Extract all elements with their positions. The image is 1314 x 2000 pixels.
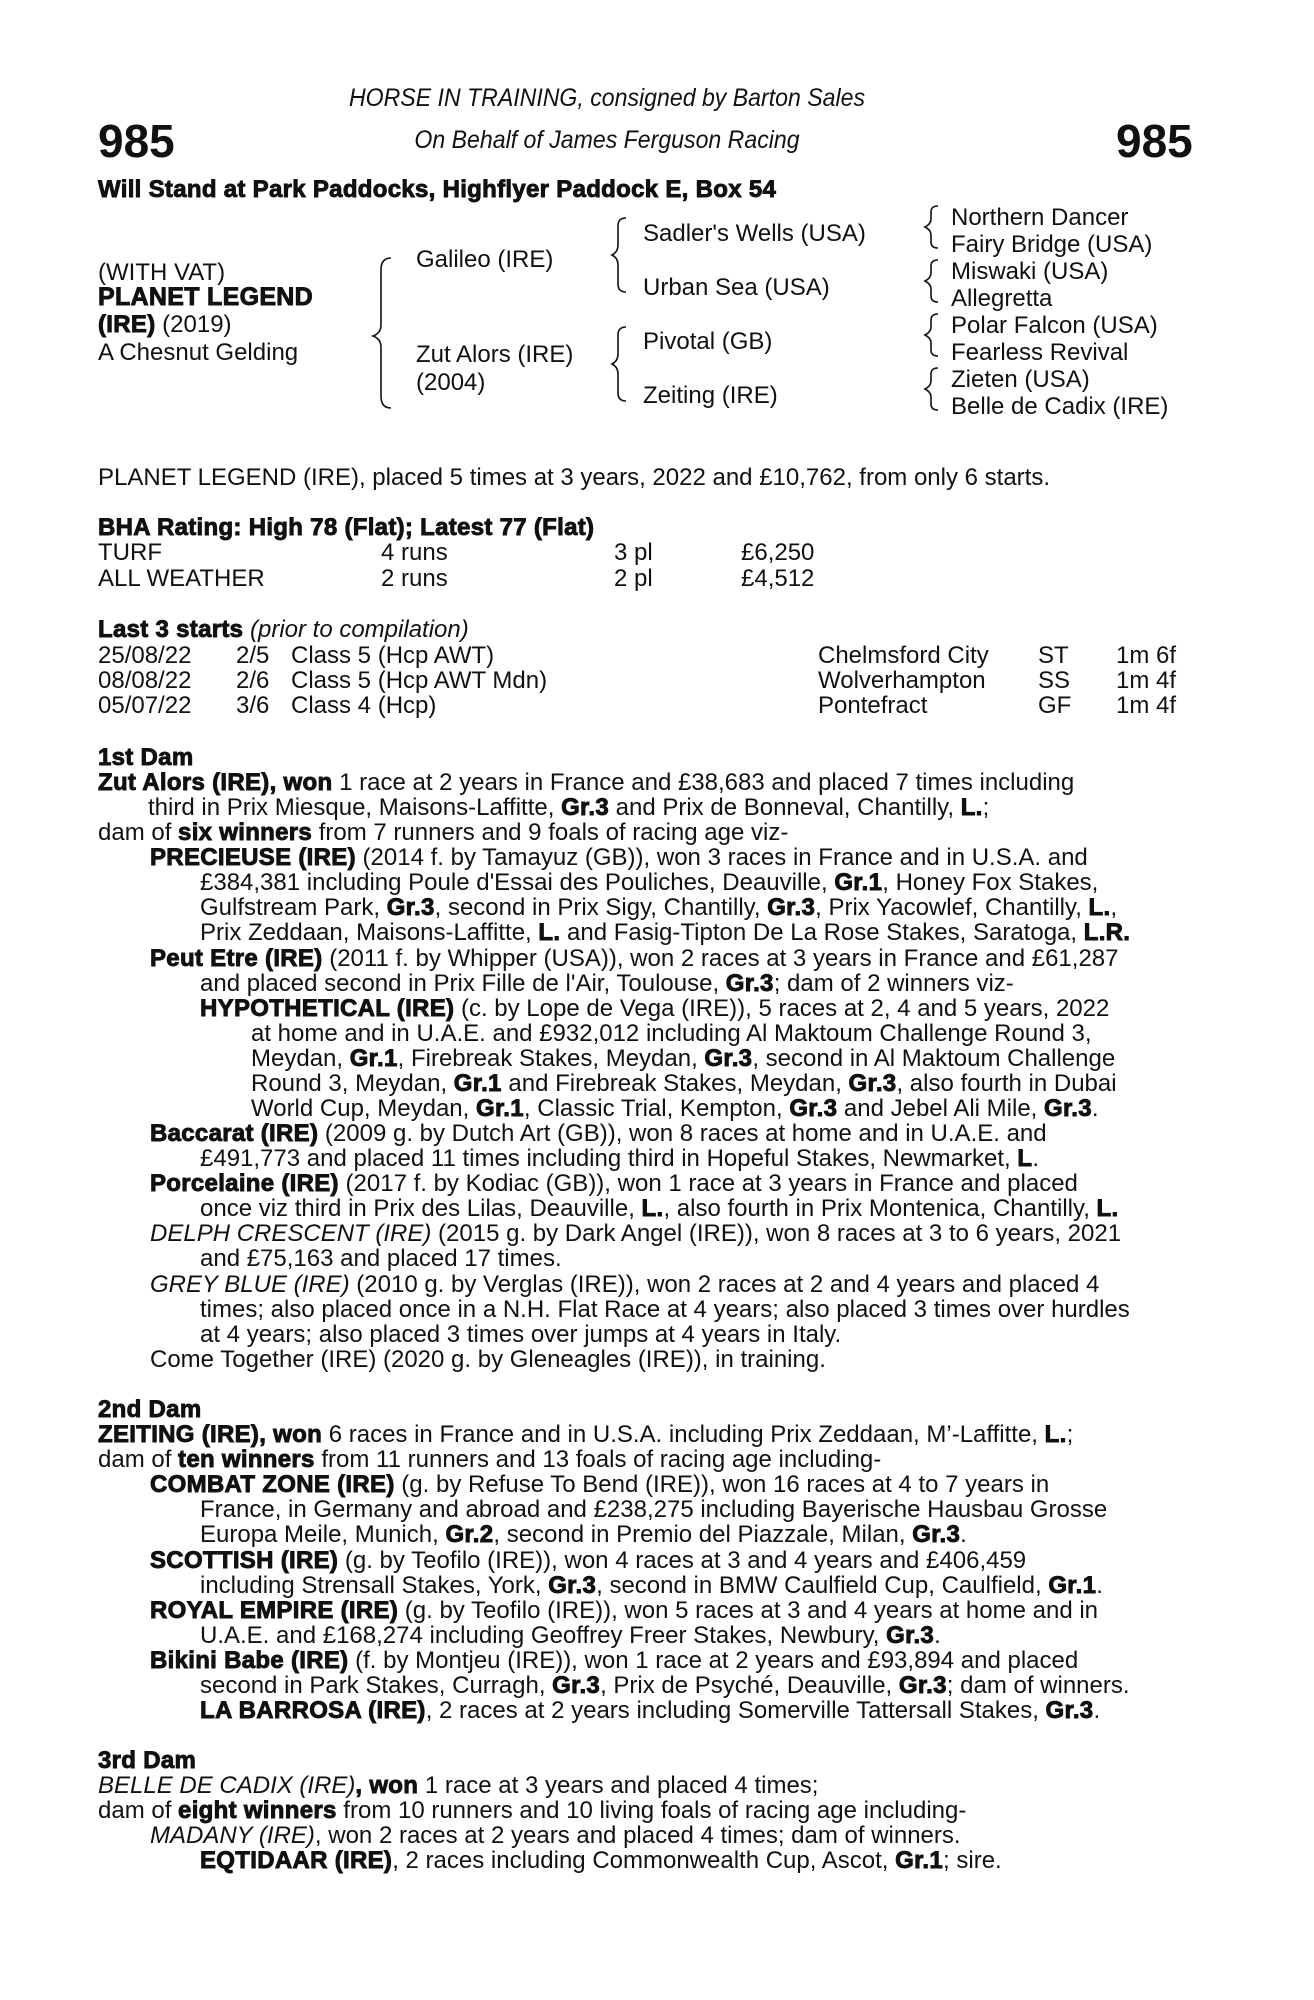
pedigree-dam-dam: Zeiting (IRE)	[643, 382, 778, 409]
pedigree-g1: Northern Dancer	[951, 204, 1129, 231]
rating-earnings: £6,250	[741, 539, 815, 566]
produce-line: at home and in U.A.E. and £932,012 including Al Maktoum Challenge Round 3,	[251, 1020, 1092, 1047]
horse-name: PLANET LEGEND	[98, 283, 314, 311]
pedigree-g8: Belle de Cadix (IRE)	[951, 393, 1169, 420]
third-dam-heading: 3rd Dam	[98, 1747, 197, 1774]
start-date: 25/08/22	[98, 642, 192, 669]
produce-la-barrosa: LA BARROSA (IRE), 2 races at 2 years including Somerville Tattersall Stakes, Gr.3.	[200, 1697, 1101, 1724]
pedigree-brace-g2	[925, 260, 938, 302]
produce-name: Peut Etre (IRE)	[150, 945, 323, 972]
start-course: Chelmsford City	[818, 642, 989, 669]
produce-line: times; also placed once in a N.H. Flat Race at 4 years; also placed 3 times over hurdles	[200, 1296, 1130, 1323]
first-dam-line3: dam of six winners from 7 runners and 9 foals of racing age viz-	[98, 819, 789, 846]
third-dam-line2: dam of eight winners from 10 runners and 10 living foals of racing age including-	[98, 1797, 967, 1824]
third-dam-name: BELLE DE CADIX (IRE)	[98, 1772, 356, 1799]
stabling-info: Will Stand at Park Paddocks, Highflyer Paddock E, Box 54	[98, 176, 777, 203]
first-dam-line1: Zut Alors (IRE), won 1 race at 2 years in France and £38,683 and placed 7 times including	[98, 769, 1075, 796]
produce-bikini-babe: Bikini Babe (IRE) (f. by Montjeu (IRE)), won 1 race at 2 years and £93,894 and placed	[150, 1647, 1079, 1674]
produce-line: Meydan, Gr.1, Firebreak Stakes, Meydan, Gr.3, second in Al Maktoum Challenge	[251, 1045, 1116, 1072]
produce-royal-empire: ROYAL EMPIRE (IRE) (g. by Teofilo (IRE)), won 5 races at 3 and 4 years at home and in	[150, 1597, 1099, 1624]
produce-line: World Cup, Meydan, Gr.1, Classic Trial, Kempton, Gr.3 and Jebel Ali Mile, Gr.3.	[251, 1095, 1099, 1122]
lot-number-left: 985	[98, 115, 175, 167]
produce-grey-blue: GREY BLUE (IRE) (2010 g. by Verglas (IRE)), won 2 races at 2 and 4 years and placed 4	[150, 1271, 1100, 1298]
pedigree-sire-sire: Sadler's Wells (USA)	[643, 220, 866, 247]
start-distance: 1m 6f	[1116, 642, 1177, 669]
produce-line: including Strensall Stakes, York, Gr.3, second in BMW Caulfield Cup, Caulfield, Gr.1.	[200, 1572, 1103, 1599]
start-going: ST	[1038, 642, 1069, 669]
horse-origin: (IRE)	[98, 311, 156, 338]
produce-eqtidaar: EQTIDAAR (IRE), 2 races including Commonwealth Cup, Ascot, Gr.1; sire.	[200, 1847, 1002, 1874]
produce-line: and £75,163 and placed 17 times.	[200, 1245, 562, 1272]
pedigree-brace-main	[373, 258, 391, 408]
start-race: Class 5 (Hcp AWT)	[291, 642, 495, 669]
horse-description: A Chesnut Gelding	[98, 339, 299, 366]
pedigree-sire-dam: Urban Sea (USA)	[643, 274, 830, 301]
start-course: Pontefract	[818, 692, 928, 719]
pedigree-g6: Fearless Revival	[951, 339, 1129, 366]
horse-year: (2019)	[155, 311, 232, 338]
start-distance: 1m 4f	[1116, 667, 1177, 694]
pedigree-dam-sire: Pivotal (GB)	[643, 328, 773, 355]
produce-line: and placed second in Prix Fille de l'Air, Toulouse, Gr.3; dam of 2 winners viz-	[200, 970, 1014, 997]
pedigree-dam-year: (2004)	[416, 369, 486, 396]
pedigree-g5: Polar Falcon (USA)	[951, 312, 1158, 339]
start-race: Class 4 (Hcp)	[291, 692, 437, 719]
produce-combat-zone: COMBAT ZONE (IRE) (g. by Refuse To Bend (IRE)), won 16 races at 4 to 7 years in	[150, 1471, 1050, 1498]
produce-madany: MADANY (IRE), won 2 races at 2 years and placed 4 times; dam of winners.	[150, 1822, 961, 1849]
produce-name: LA BARROSA (IRE)	[200, 1697, 426, 1724]
horse-summary: PLANET LEGEND (IRE), placed 5 times at 3 years, 2022 and £10,762, from only 6 starts.	[98, 464, 1051, 491]
produce-line: Prix Zeddaan, Maisons-Laffitte, L. and Fasig-Tipton De La Rose Stakes, Saratoga, L.R.	[200, 919, 1131, 946]
pedigree-brace-sire	[612, 218, 626, 292]
first-dam-name: Zut Alors (IRE)	[98, 769, 270, 796]
last-starts-note: (prior to compilation)	[243, 616, 469, 643]
rating-placed: 2 pl	[614, 565, 653, 592]
pedigree-brace-g3	[925, 314, 938, 356]
third-dam-line1: BELLE DE CADIX (IRE), won 1 race at 3 years and placed 4 times;	[98, 1772, 819, 1799]
second-dam-line2: dam of ten winners from 11 runners and 13 foals of racing age including-	[98, 1446, 882, 1473]
start-going: SS	[1038, 667, 1071, 694]
pedigree-g4: Allegretta	[951, 285, 1053, 312]
second-dam-name: ZEITING (IRE)	[98, 1421, 260, 1448]
produce-line: Europa Meile, Munich, Gr.2, second in Premio del Piazzale, Milan, Gr.3.	[200, 1521, 967, 1548]
produce-line: £491,773 and placed 11 times including third in Hopeful Stakes, Newmarket, L.	[200, 1145, 1039, 1172]
bha-rating-heading: BHA Rating: High 78 (Flat); Latest 77 (Flat)	[98, 514, 595, 541]
produce-line: £384,381 including Poule d'Essai des Pouliches, Deauville, Gr.1, Honey Fox Stakes,	[200, 869, 1099, 896]
pedigree-g3: Miswaki (USA)	[951, 258, 1109, 285]
start-going: GF	[1038, 692, 1072, 719]
produce-name: EQTIDAAR (IRE)	[200, 1847, 393, 1874]
rating-earnings: £4,512	[741, 565, 815, 592]
pedigree-sire: Galileo (IRE)	[416, 246, 554, 273]
start-date: 08/08/22	[98, 667, 192, 694]
produce-name: Porcelaine (IRE)	[150, 1170, 339, 1197]
produce-come-together: Come Together (IRE) (2020 g. by Gleneagles (IRE)), in training.	[150, 1346, 826, 1373]
produce-name: Bikini Babe (IRE)	[150, 1647, 349, 1674]
start-distance: 1m 4f	[1116, 692, 1177, 719]
produce-line: France, in Germany and abroad and £238,275 including Bayerische Hausbau Grosse	[200, 1496, 1108, 1523]
produce-line: at 4 years; also placed 3 times over jumps at 4 years in Italy.	[200, 1321, 842, 1348]
pedigree-g2: Fairy Bridge (USA)	[951, 231, 1153, 258]
second-dam-heading: 2nd Dam	[98, 1396, 202, 1423]
produce-porcelaine: Porcelaine (IRE) (2017 f. by Kodiac (GB)), won 1 race at 3 years in France and placed	[150, 1170, 1078, 1197]
start-position: 2/6	[236, 667, 270, 694]
pedigree-brace-dam	[612, 327, 626, 401]
lot-number-right: 985	[1116, 115, 1193, 167]
rating-runs: 2 runs	[381, 565, 448, 592]
rating-surface: ALL WEATHER	[98, 565, 265, 592]
produce-precieuse: PRECIEUSE (IRE) (2014 f. by Tamayuz (GB)), won 3 races in France and in U.S.A. and	[150, 844, 1088, 871]
consignment-subtitle: On Behalf of James Ferguson Racing	[414, 126, 800, 154]
pedigree-dam: Zut Alors (IRE)	[416, 341, 574, 368]
pedigree-brace-g4	[925, 368, 938, 410]
produce-scottish: SCOTTISH (IRE) (g. by Teofilo (IRE)), won 4 races at 3 and 4 years and £406,459	[150, 1547, 1027, 1574]
produce-line: Gulfstream Park, Gr.3, second in Prix Sigy, Chantilly, Gr.3, Prix Yacowlef, Chantilly, L.,	[200, 894, 1118, 921]
produce-name: PRECIEUSE (IRE)	[150, 844, 356, 871]
produce-name: ROYAL EMPIRE (IRE)	[150, 1597, 399, 1624]
produce-name: HYPOTHETICAL (IRE)	[200, 995, 455, 1022]
rating-placed: 3 pl	[614, 539, 653, 566]
last-starts-title: Last 3 starts	[98, 616, 244, 643]
last-starts-heading	[98, 617, 469, 642]
pedigree-g7: Zieten (USA)	[951, 366, 1090, 393]
rating-runs: 4 runs	[381, 539, 448, 566]
produce-name: Baccarat (IRE)	[150, 1120, 319, 1147]
produce-peut-etre: Peut Etre (IRE) (2011 f. by Whipper (USA)), won 2 races at 3 years in France and £61,287	[150, 945, 1119, 972]
first-dam-line2: third in Prix Miesque, Maisons-Laffitte, Gr.3 and Prix de Bonneval, Chantilly, L.;	[148, 794, 990, 821]
start-position: 2/5	[236, 642, 270, 669]
produce-name: DELPH CRESCENT (IRE)	[150, 1220, 432, 1247]
produce-line: Round 3, Meydan, Gr.1 and Firebreak Stakes, Meydan, Gr.3, also fourth in Dubai	[251, 1070, 1117, 1097]
produce-line: second in Park Stakes, Curragh, Gr.3, Prix de Psyché, Deauville, Gr.3; dam of winners.	[200, 1672, 1130, 1699]
produce-hypothetical: HYPOTHETICAL (IRE) (c. by Lope de Vega (IRE)), 5 races at 2, 4 and 5 years, 2022	[200, 995, 1110, 1022]
produce-baccarat: Baccarat (IRE) (2009 g. by Dutch Art (GB)), won 8 races at home and in U.A.E. and	[150, 1120, 1047, 1147]
produce-name: GREY BLUE (IRE)	[150, 1271, 350, 1298]
first-dam-heading: 1st Dam	[98, 744, 194, 771]
vat-label: (WITH VAT)	[98, 259, 226, 286]
produce-delph-crescent: DELPH CRESCENT (IRE) (2015 g. by Dark Angel (IRE)), won 8 races at 3 to 6 years, 2021	[150, 1220, 1122, 1247]
second-dam-line1: ZEITING (IRE), won 6 races in France and in U.S.A. including Prix Zeddaan, M’-Laffitte, L.;	[98, 1421, 1074, 1448]
start-race: Class 5 (Hcp AWT Mdn)	[291, 667, 548, 694]
produce-line: U.A.E. and £168,274 including Geoffrey Freer Stakes, Newbury, Gr.3.	[200, 1622, 941, 1649]
start-course: Wolverhampton	[818, 667, 986, 694]
rating-surface: TURF	[98, 539, 162, 566]
produce-line: once viz third in Prix des Lilas, Deauville, L., also fourth in Prix Montenica, Chantilly, L.	[200, 1195, 1119, 1222]
start-position: 3/6	[236, 692, 270, 719]
pedigree-brace-g1	[925, 206, 938, 248]
start-date: 05/07/22	[98, 692, 192, 719]
produce-name: MADANY (IRE)	[150, 1822, 315, 1849]
produce-name: SCOTTISH (IRE)	[150, 1547, 339, 1574]
produce-name: COMBAT ZONE (IRE)	[150, 1471, 395, 1498]
consignment-title: HORSE IN TRAINING, consigned by Barton Sales	[348, 84, 866, 112]
